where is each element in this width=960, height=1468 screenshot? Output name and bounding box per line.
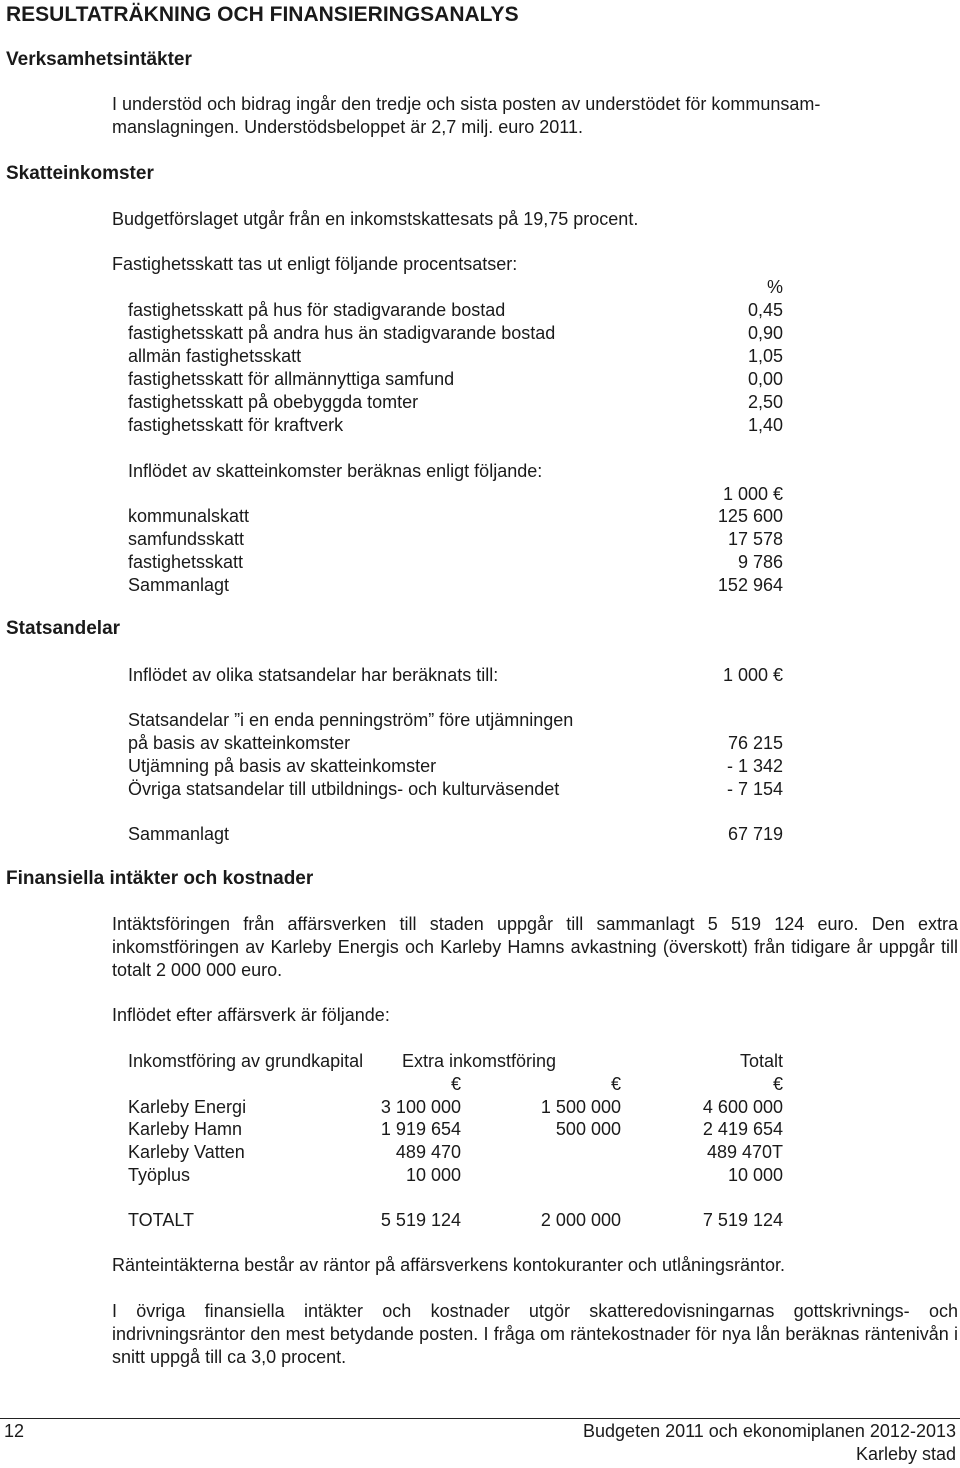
table-cell-totalt: 10 000 <box>727 1165 783 1185</box>
page-title: RESULTATRÄKNING OCH FINANSIERINGSANALYS <box>6 3 519 26</box>
table-cell-totalt: 489 470T <box>706 1142 783 1162</box>
inflow-value: 152 964 <box>717 575 783 595</box>
footer-divider <box>0 1418 960 1419</box>
footer-organization: Karleby stad <box>855 1444 956 1464</box>
table-row-name: Karleby Hamn <box>128 1119 243 1139</box>
rate-label: fastighetsskatt för kraftverk <box>128 415 344 435</box>
table-cell-grundkapital: 1 919 654 <box>380 1119 461 1139</box>
unit-header: 1 000 € <box>722 484 783 504</box>
rate-value: 2,50 <box>747 392 783 412</box>
euro-unit: € <box>450 1074 461 1094</box>
inflow-intro: Inflödet av skatteinkomster beräknas enligt följande: <box>128 461 543 481</box>
table-cell-grundkapital: 10 000 <box>405 1165 461 1185</box>
finansiella-paragraph-3: I övriga finansiella intäkter och kostnader utgör skatteredovisningarnas gottskrivnings- och indrivningsräntor den mest betydande posten. I fråga om räntekostnader för nya lån beräknas räntenivån i snitt uppgå till ca 3,0 procent. <box>112 1301 958 1367</box>
euro-unit: € <box>772 1074 783 1094</box>
statsandelar-row-label: Övriga statsandelar till utbildnings- och kulturväsendet <box>128 779 560 799</box>
section-heading-skatteinkomster: Skatteinkomster <box>6 163 154 184</box>
rate-value: 1,05 <box>747 346 783 366</box>
table-cell-totalt: 2 419 654 <box>702 1119 783 1139</box>
table-cell-extra: 1 500 000 <box>540 1097 621 1117</box>
budget-text: Budgetförslaget utgår från en inkomstskattesats på 19,75 procent. <box>112 209 639 229</box>
table-row-name: Karleby Vatten <box>128 1142 245 1162</box>
column-header-extra: Extra inkomstföring <box>402 1051 557 1071</box>
verksamhetsintakter-text-line2: manslagningen. Understödsbeloppet är 2,7 milj. euro 2011. <box>112 117 583 137</box>
rate-value: 0,00 <box>747 369 783 389</box>
inflow-label: kommunalskatt <box>128 506 250 526</box>
inflow-label: samfundsskatt <box>128 529 245 549</box>
inflow-value: 17 578 <box>727 529 783 549</box>
inflow-label: fastighetsskatt <box>128 552 244 572</box>
rate-label: fastighetsskatt på obebyggda tomter <box>128 392 419 412</box>
page-number: 12 <box>4 1421 25 1441</box>
statsandelar-unit: 1 000 € <box>722 665 783 685</box>
table-cell-totalt: 4 600 000 <box>702 1097 783 1117</box>
inflow-value: 125 600 <box>717 506 783 526</box>
statsandelar-row1-value: 76 215 <box>727 733 783 753</box>
section-heading-finansiella: Finansiella intäkter och kostnader <box>6 868 314 889</box>
percent-header: % <box>766 277 783 297</box>
rate-label: allmän fastighetsskatt <box>128 346 302 366</box>
inflow-value: 9 786 <box>737 552 783 572</box>
table-total-name: TOTALT <box>128 1210 195 1230</box>
fastighetsskatt-intro: Fastighetsskatt tas ut enligt följande procentsatser: <box>112 254 518 274</box>
statsandelar-intro: Inflödet av olika statsandelar har beräknats till: <box>128 665 499 685</box>
statsandelar-row1-line1: Statsandelar ”i en enda penningström” före utjämningen <box>128 710 574 730</box>
verksamhetsintakter-text-line1: I understöd och bidrag ingår den tredje och sista posten av understödet för kommunsam- <box>112 94 821 114</box>
table-total-grundkapital: 5 519 124 <box>380 1210 461 1230</box>
rate-value: 0,90 <box>747 323 783 343</box>
table-cell-extra: 500 000 <box>555 1119 621 1139</box>
section-heading-verksamhetsintakter: Verksamhetsintäkter <box>6 49 192 70</box>
statsandelar-row1-line2: på basis av skatteinkomster <box>128 733 351 753</box>
affarsverk-intro: Inflödet efter affärsverk är följande: <box>112 1005 390 1025</box>
table-row-name: Karleby Energi <box>128 1097 247 1117</box>
rate-label: fastighetsskatt på andra hus än stadigvarande bostad <box>128 323 556 343</box>
statsandelar-row-value: - 1 342 <box>726 756 783 776</box>
table-row-name: Työplus <box>128 1165 191 1185</box>
rate-value: 0,45 <box>747 300 783 320</box>
section-heading-statsandelar: Statsandelar <box>6 618 121 639</box>
table-total-totalt: 7 519 124 <box>702 1210 783 1230</box>
column-header-grundkapital: Inkomstföring av grundkapital <box>128 1051 364 1071</box>
finansiella-paragraph-2: Ränteintäkterna består av räntor på affärsverkens kontokuranter och utlåningsräntor. <box>112 1255 786 1275</box>
euro-unit: € <box>610 1074 621 1094</box>
table-total-extra: 2 000 000 <box>540 1210 621 1230</box>
footer-publication-title: Budgeten 2011 och ekonomiplanen 2012-2013 <box>583 1421 956 1441</box>
inflow-label: Sammanlagt <box>128 575 230 595</box>
finansiella-paragraph-1: Intäktsföringen från affärsverken till staden uppgår till sammanlagt 5 519 124 euro. Den extra inkomstföringen av Karleby Energis och Karleby Hamns avkastning (överskott) från tidigare år uppgår till totalt 2 000 000 euro. <box>112 914 958 980</box>
statsandelar-row-value: - 7 154 <box>726 779 783 799</box>
statsandelar-row-label: Utjämning på basis av skatteinkomster <box>128 756 437 776</box>
table-cell-grundkapital: 3 100 000 <box>380 1097 461 1117</box>
rate-label: fastighetsskatt på hus för stadigvarande bostad <box>128 300 506 320</box>
statsandelar-total-value: 67 719 <box>727 824 783 844</box>
rate-label: fastighetsskatt för allmännyttiga samfund <box>128 369 455 389</box>
rate-value: 1,40 <box>747 415 783 435</box>
column-header-totalt: Totalt <box>739 1051 783 1071</box>
statsandelar-total-label: Sammanlagt <box>128 824 230 844</box>
table-cell-grundkapital: 489 470 <box>395 1142 461 1162</box>
